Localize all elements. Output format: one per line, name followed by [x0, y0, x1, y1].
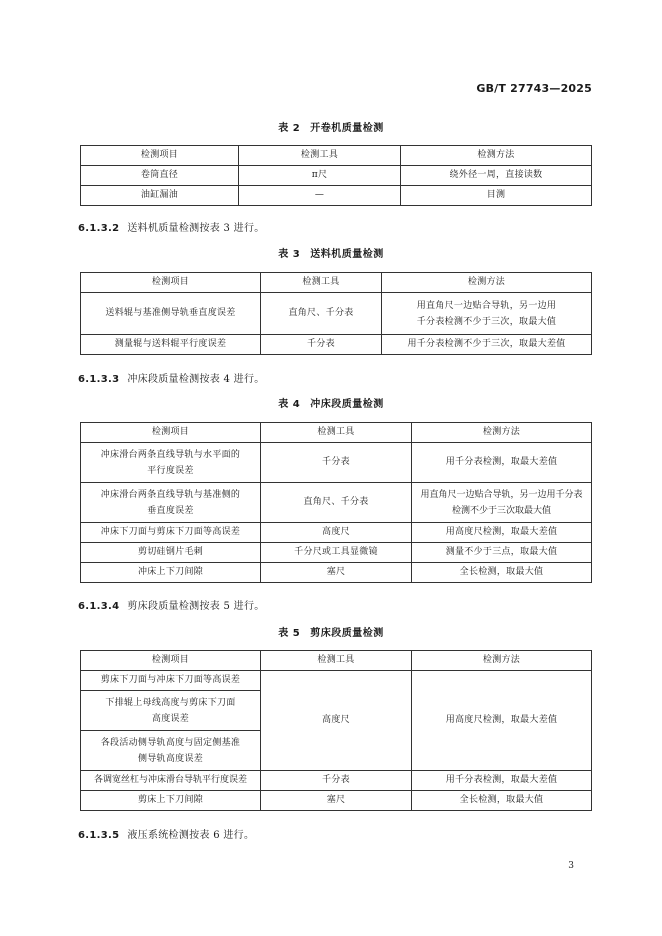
table-cell: 高度尺 [261, 523, 412, 543]
table-cell: 直角尺、千分表 [261, 483, 412, 523]
table5 [80, 650, 592, 811]
header-cell: 检测项目 [81, 273, 261, 293]
header-cell: 检测项目 [81, 651, 261, 671]
table-cell: 剪床上下刀间隙 [81, 791, 261, 811]
table-cell: 各段活动侧导轨高度与固定侧基准 侧导轨高度误差 [81, 731, 261, 771]
table-cell: 用直角尺一边贴合导轨，另一边用千分表 检测不少于三次取最大值 [412, 483, 592, 523]
table-row [81, 483, 592, 523]
table-cell: 冲床下刀面与剪床下刀面等高误差 [81, 523, 261, 543]
header-cell: 检测方法 [401, 146, 592, 166]
table-cell: 用千分表检测不少于三次，取最大差值 [382, 335, 592, 355]
table-cell: 送料辊与基准侧导轨垂直度误差 [81, 293, 261, 335]
clause-6-1-3-4: 6.1.3.4 剪床段质量检测按表 5 进行。 [78, 601, 265, 612]
header-cell: 检测工具 [261, 651, 412, 671]
header-cell: 检测项目 [81, 423, 261, 443]
table-header-row [81, 423, 592, 443]
table-row [81, 186, 592, 206]
table-cell: 千分尺或工具显微镜 [261, 543, 412, 563]
table-cell: 千分表 [261, 443, 412, 483]
table-cell: 千分表 [261, 335, 382, 355]
table-cell: 高度尺 [261, 671, 412, 771]
table-cell: 全长检测，取最大值 [412, 791, 592, 811]
table-cell: 测量辊与送料辊平行度误差 [81, 335, 261, 355]
table-row [81, 166, 592, 186]
table-cell: 剪床下刀面与冲床下刀面等高误差 [81, 671, 261, 691]
table-cell: 用千分表检测，取最大差值 [412, 443, 592, 483]
table-row [81, 791, 592, 811]
table2 [80, 145, 592, 206]
table-cell: 直角尺、千分表 [261, 293, 382, 335]
header-cell: 检测工具 [261, 273, 382, 293]
table5-caption: 表 5 剪床段质量检测 [278, 628, 384, 639]
table2-caption: 表 2 开卷机质量检测 [278, 123, 384, 134]
table3-caption: 表 3 送料机质量检测 [278, 249, 384, 260]
header-cell: 检测工具 [261, 423, 412, 443]
table-row [81, 443, 592, 483]
table-cell: 用高度尺检测，取最大差值 [412, 671, 592, 771]
table-cell: 塞尺 [261, 563, 412, 583]
table-row [81, 771, 592, 791]
table-cell: 油缸漏油 [81, 186, 239, 206]
table-cell: 千分表 [261, 771, 412, 791]
clause-6-1-3-3: 6.1.3.3 冲床段质量检测按表 4 进行。 [78, 374, 265, 385]
table-cell: 冲床滑台两条直线导轨与基准侧的 垂直度误差 [81, 483, 261, 523]
table-row [81, 293, 592, 335]
table-row [81, 335, 592, 355]
table-header-row [81, 273, 592, 293]
table-cell: 冲床滑台两条直线导轨与水平面的 平行度误差 [81, 443, 261, 483]
table-cell: 塞尺 [261, 791, 412, 811]
header-cell: 检测工具 [239, 146, 401, 166]
table-cell: 剪切硅钢片毛刺 [81, 543, 261, 563]
table-row [81, 671, 592, 691]
standard-number: GB/T 27743—2025 [476, 82, 592, 95]
table-cell: 卷筒直径 [81, 166, 239, 186]
table-header-row [81, 146, 592, 166]
table-cell: 用千分表检测，取最大差值 [412, 771, 592, 791]
clause-6-1-3-5: 6.1.3.5 液压系统检测按表 6 进行。 [78, 830, 255, 841]
header-cell: 检测项目 [81, 146, 239, 166]
table-cell: 用高度尺检测，取最大差值 [412, 523, 592, 543]
table-row [81, 543, 592, 563]
table-cell: — [239, 186, 401, 206]
table-row [81, 523, 592, 543]
table-cell: 绕外径一周，直接读数 [401, 166, 592, 186]
table-cell: 测量不少于三点，取最大值 [412, 543, 592, 563]
table-cell: 下排辊上母线高度与剪床下刀面 高度误差 [81, 691, 261, 731]
table-cell: 用直角尺一边贴合导轨，另一边用 千分表检测不少于三次，取最大值 [382, 293, 592, 335]
header-cell: 检测方法 [382, 273, 592, 293]
table-cell: π尺 [239, 166, 401, 186]
header-cell: 检测方法 [412, 651, 592, 671]
table-cell: 冲床上下刀间隙 [81, 563, 261, 583]
clause-6-1-3-2: 6.1.3.2 送料机质量检测按表 3 进行。 [78, 223, 265, 234]
table-header-row [81, 651, 592, 671]
table-row [81, 563, 592, 583]
header-cell: 检测方法 [412, 423, 592, 443]
table4 [80, 422, 592, 583]
table-cell: 目测 [401, 186, 592, 206]
page-number: 3 [568, 861, 574, 871]
table-cell: 各调宽丝杠与冲床滑台导轨平行度误差 [81, 771, 261, 791]
table-cell: 全长检测，取最大值 [412, 563, 592, 583]
table4-caption: 表 4 冲床段质量检测 [278, 399, 384, 410]
table3 [80, 272, 592, 355]
